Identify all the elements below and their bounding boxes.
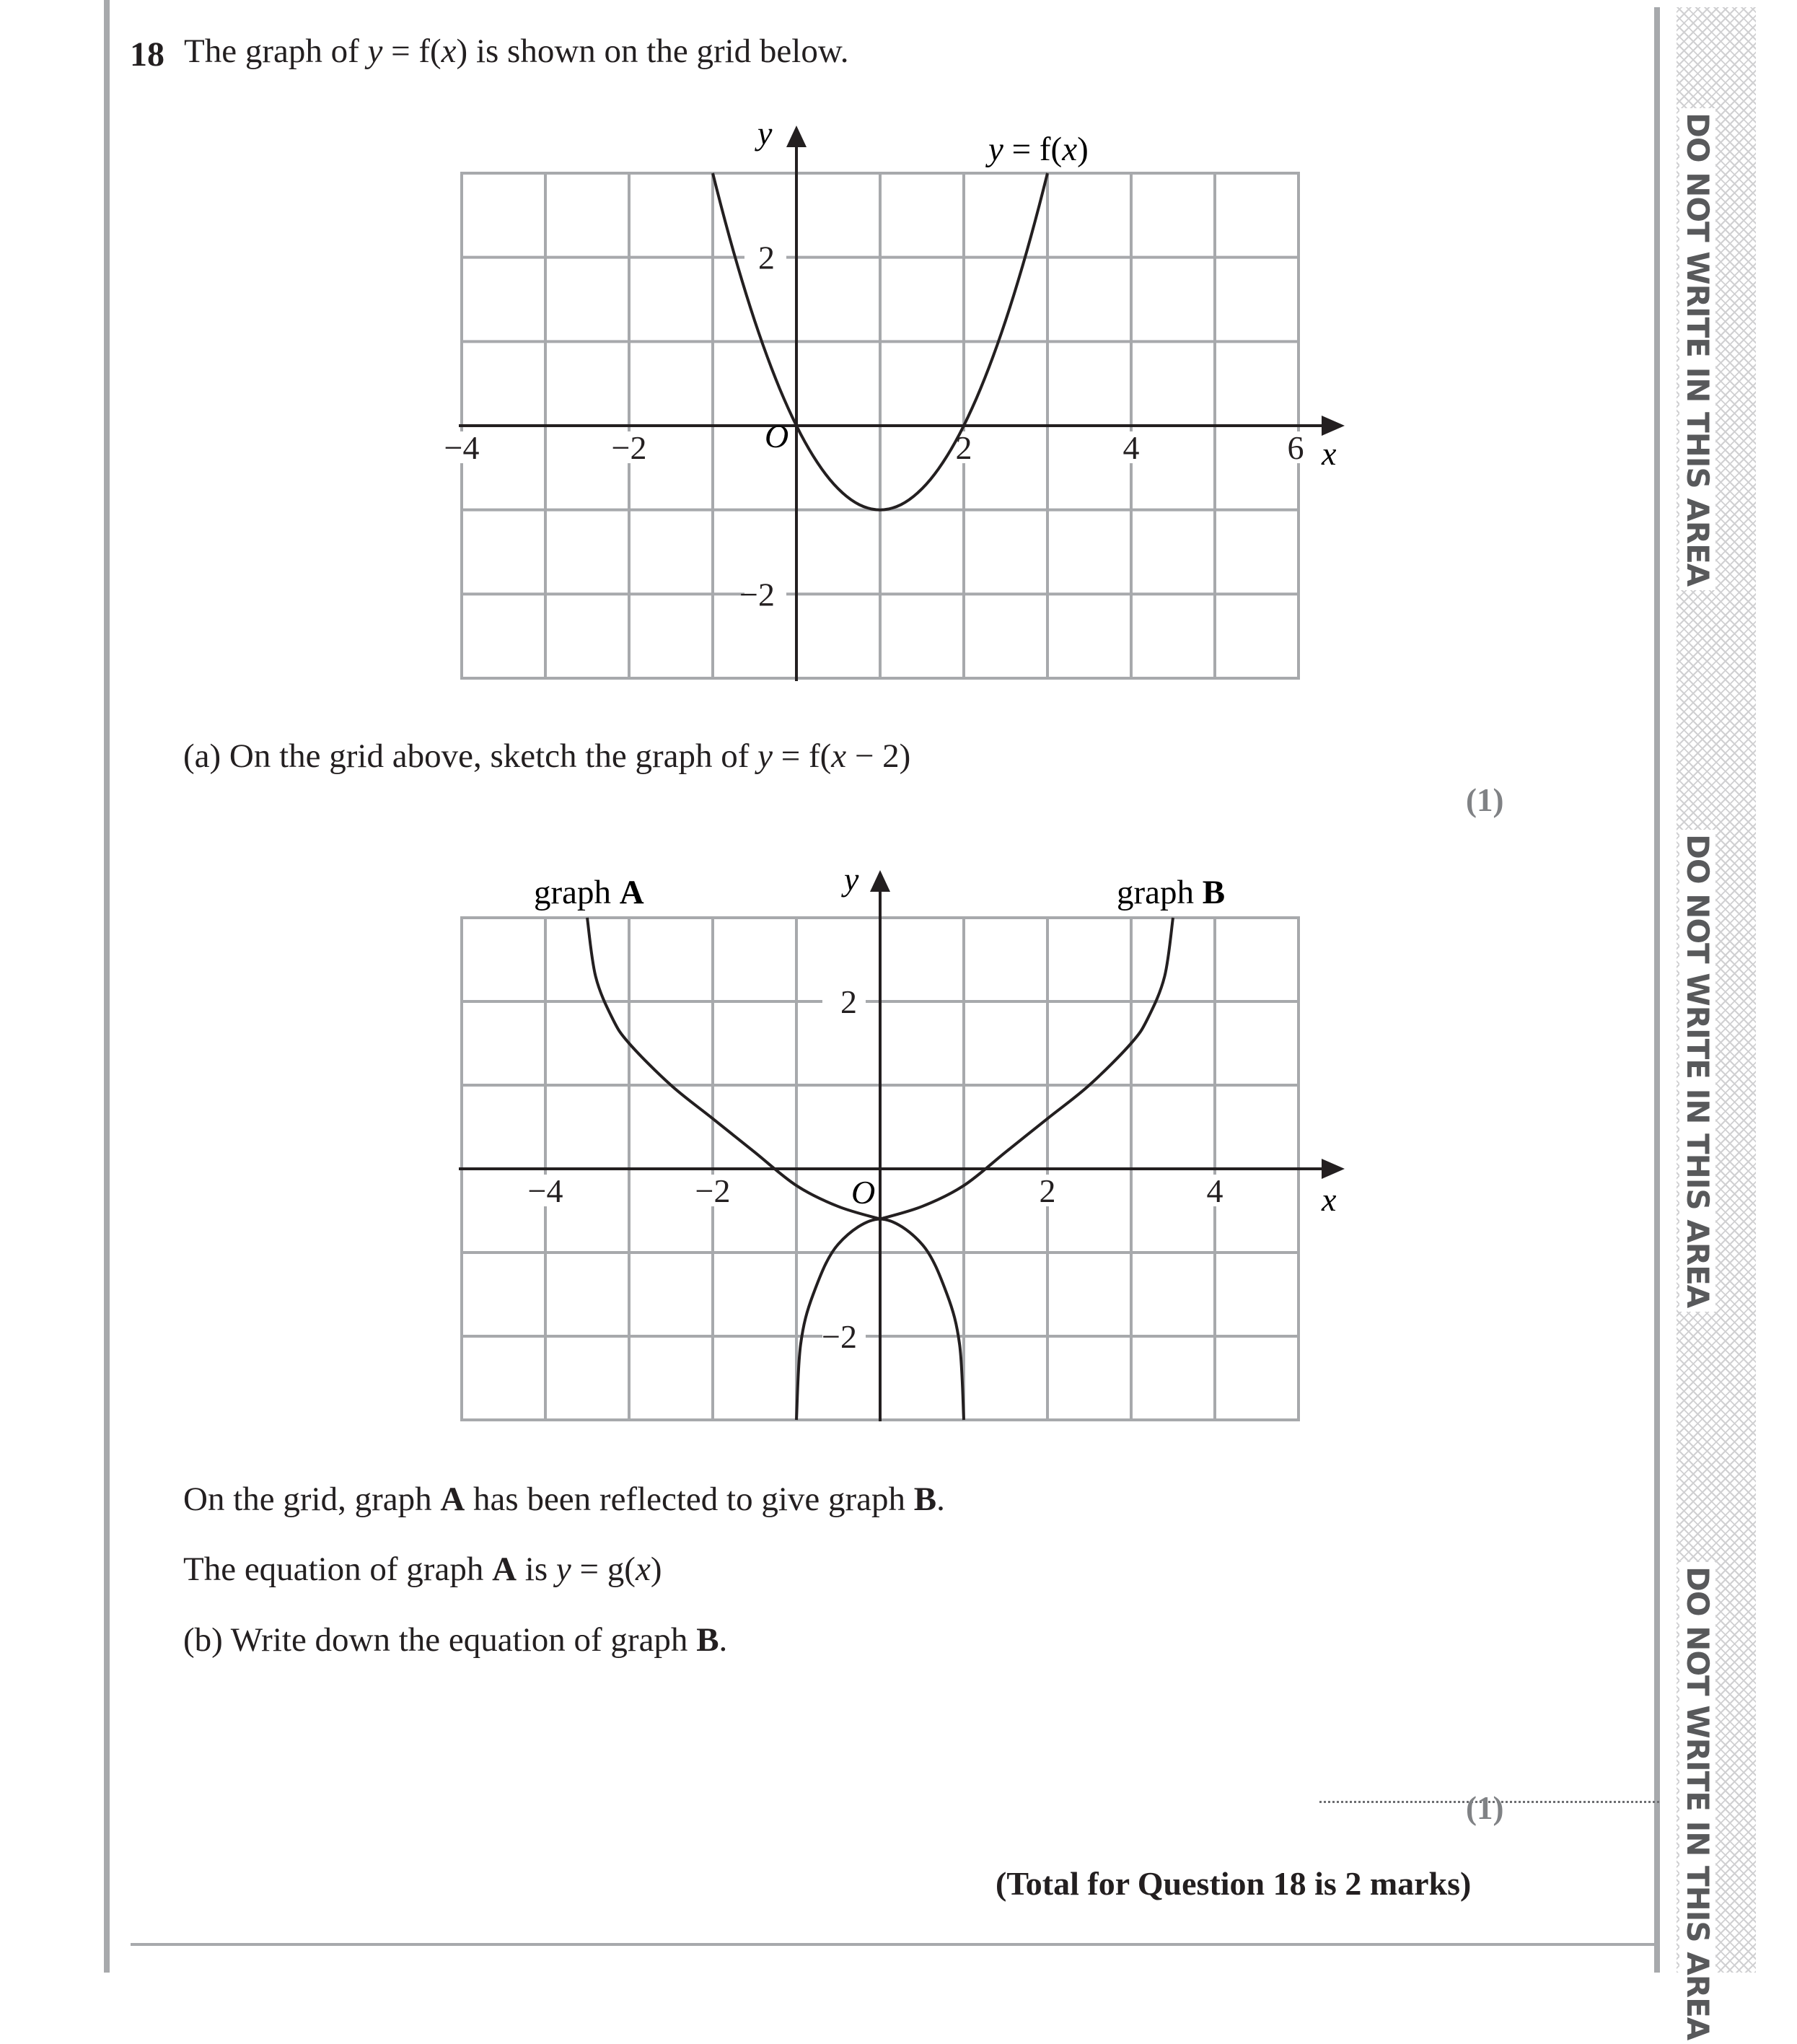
question-number: 18 [130,35,164,74]
graph-b-curve [880,918,1173,1219]
x-tick-label: 4 [1122,429,1140,466]
part-a-marks: (1) [1466,782,1504,818]
x-tick-label-2: 4 [1206,1172,1223,1209]
x-tick-label-2: 2 [1039,1172,1056,1209]
x-axis-label-2: x [1322,1181,1337,1218]
total-marks: (Total for Question 18 is 2 marks) [996,1865,1472,1902]
y-tick-label: 2 [758,239,775,276]
question-intro: The graph of y = f(x) is shown on the grid below. [184,32,849,70]
y-tick-label-2: −2 [822,1318,857,1355]
x-axis-arrow [1322,416,1345,436]
graph-a-b[interactable] [0,830,1797,1443]
graph-f-of-x[interactable] [0,0,1797,721]
y-tick-label: −2 [739,576,775,613]
x-tick-label: 6 [1287,429,1304,466]
x-axis-label: x [1322,435,1337,472]
part-b-text: (b) Write down the equation of graph B. [183,1621,728,1659]
part-a-text: (a) On the grid above, sketch the graph of y = f(x − 2) [183,737,911,775]
reflect-statement: On the grid, graph A has been reflected to give graph B. [183,1481,945,1518]
x-tick-label: −4 [444,429,480,466]
equation-statement: The equation of graph A is y = g(x) [183,1550,662,1588]
graph-a-curve [587,918,880,1219]
bottom-rule [131,1943,1654,1946]
y-axis-label-2: y [844,861,859,898]
graph-a-label: graph A [534,874,644,911]
y-axis-arrow-2 [870,870,890,892]
graph-b-label: graph B [1117,874,1226,911]
curve-label: y = f(x) [988,131,1089,168]
y-axis-arrow [786,126,807,147]
part-b-marks: (1) [1466,1790,1504,1826]
x-tick-label-2: −2 [695,1172,731,1209]
x-axis-arrow-2 [1322,1159,1345,1179]
y-tick-label-2: 2 [840,983,857,1020]
origin-label-2: O [851,1174,876,1211]
x-tick-label: 2 [955,429,972,466]
origin-label: O [765,418,789,455]
x-tick-label-2: −4 [527,1172,563,1209]
y-axis-label: y [757,115,773,152]
x-tick-label: −2 [611,429,647,466]
